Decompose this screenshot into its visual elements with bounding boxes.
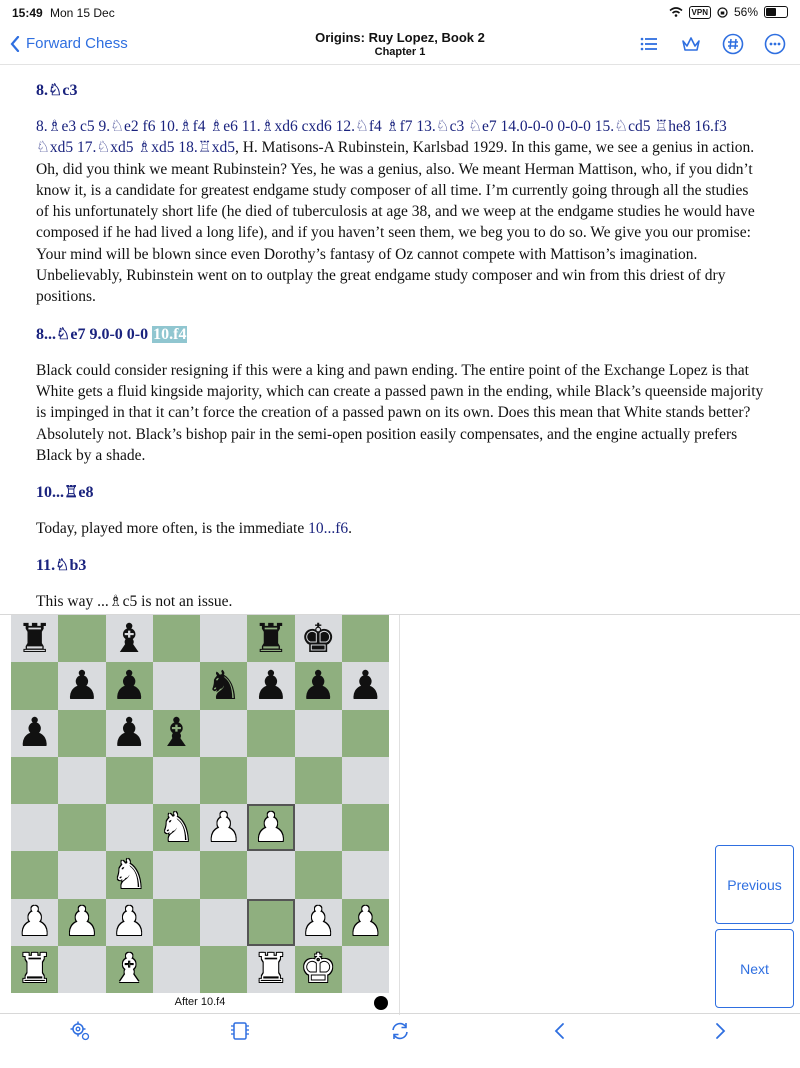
- square-g1[interactable]: [295, 946, 342, 993]
- square-a6[interactable]: [11, 710, 58, 757]
- white-pawn-icon[interactable]: ♟: [16, 900, 53, 945]
- previous-button[interactable]: Previous: [715, 845, 794, 924]
- square-d3[interactable]: [153, 851, 200, 898]
- more-icon[interactable]: [764, 33, 786, 55]
- square-b5[interactable]: [58, 757, 105, 804]
- wifi-icon: [669, 7, 683, 17]
- square-e3[interactable]: [200, 851, 247, 898]
- annotation-text: .: [348, 520, 353, 538]
- chess-board[interactable]: [11, 615, 389, 993]
- hash-icon[interactable]: [722, 33, 744, 55]
- black-pawn-icon[interactable]: ♟: [252, 663, 289, 708]
- square-a2[interactable]: [11, 899, 58, 946]
- square-c1[interactable]: [106, 946, 153, 993]
- square-h2[interactable]: [342, 899, 389, 946]
- square-f8[interactable]: [247, 615, 294, 662]
- back-icon[interactable]: [549, 1020, 571, 1042]
- white-pawn-icon[interactable]: ♟: [111, 900, 148, 945]
- square-h4[interactable]: [342, 804, 389, 851]
- black-pawn-icon[interactable]: ♟: [347, 663, 384, 708]
- square-f6[interactable]: [247, 710, 294, 757]
- move-heading-text[interactable]: 11.♘b3: [36, 557, 87, 575]
- white-knight-icon[interactable]: ♞: [158, 805, 195, 850]
- status-date: Mon 15 Dec: [50, 6, 115, 20]
- white-knight-icon[interactable]: ♞: [111, 852, 148, 897]
- white-pawn-icon[interactable]: ♟: [205, 805, 242, 850]
- book-title: Origins: Ruy Lopez, Book 2: [315, 30, 485, 45]
- square-g8[interactable]: [295, 615, 342, 662]
- square-c4[interactable]: [106, 804, 153, 851]
- square-e5[interactable]: [200, 757, 247, 804]
- list-icon[interactable]: [638, 33, 660, 55]
- square-c3[interactable]: [106, 851, 153, 898]
- square-e4[interactable]: [200, 804, 247, 851]
- square-g4[interactable]: [295, 804, 342, 851]
- back-label: Forward Chess: [26, 35, 128, 52]
- black-pawn-icon[interactable]: ♟: [63, 663, 100, 708]
- orientation-lock-icon: [717, 7, 728, 18]
- move-heading[interactable]: [36, 555, 764, 575]
- black-bishop-icon[interactable]: ♝: [158, 711, 195, 756]
- square-g2[interactable]: [295, 899, 342, 946]
- annotation-paragraph: [36, 116, 764, 308]
- status-bar: [0, 0, 800, 26]
- annotation-paragraph: This way ...♗c5 is not an issue.: [36, 593, 233, 611]
- square-d7[interactable]: [153, 662, 200, 709]
- status-time: 15:49: [12, 6, 43, 20]
- move-heading[interactable]: [36, 80, 764, 100]
- square-b4[interactable]: [58, 804, 105, 851]
- square-f3[interactable]: [247, 851, 294, 898]
- square-b1[interactable]: [58, 946, 105, 993]
- square-h5[interactable]: [342, 757, 389, 804]
- crown-icon[interactable]: [680, 33, 702, 55]
- square-f1[interactable]: [247, 946, 294, 993]
- vpn-badge: VPN: [689, 6, 711, 19]
- square-g6[interactable]: [295, 710, 342, 757]
- move-heading-text[interactable]: 8...♘e7 9.0-0 0-0: [36, 325, 153, 343]
- square-e6[interactable]: [200, 710, 247, 757]
- annotation-text: , H. Matisons-A Rubinstein, Karlsbad 1929. In this game, we see a genius in action. Oh, did you think we meant Rubinstein? Yes, he was a genius, also. We meant Herman Mattison, who, if you didn’t know it, is a candidate for greatest endgame study composer of all time. I’m currently going through all the studies of his unfortunately short life (he died of tuberculosis at age 38, and we weep at the endgame studies he would have composed if he had lived a long life), and if you haven’t seen them, we beg you to do so. We give you our promise: Your mind will be blown since even Dorothy’s fantasy of Oz cannot compete with Mattison’s imagination. Unbelievably, Rubinstein went on to outplay the great endgame study composer and win from this driest of dry positions.: [36, 139, 755, 306]
- square-c6[interactable]: [106, 710, 153, 757]
- square-d2[interactable]: [153, 899, 200, 946]
- square-a1[interactable]: [11, 946, 58, 993]
- square-e1[interactable]: [200, 946, 247, 993]
- bottom-toolbar: [0, 1013, 800, 1068]
- square-d1[interactable]: [153, 946, 200, 993]
- square-b6[interactable]: [58, 710, 105, 757]
- black-pawn-icon[interactable]: ♟: [16, 711, 53, 756]
- square-h8[interactable]: [342, 615, 389, 662]
- white-pawn-icon[interactable]: ♟: [63, 900, 100, 945]
- white-rook-icon[interactable]: ♜: [16, 947, 53, 992]
- square-b7[interactable]: [58, 662, 105, 709]
- square-e8[interactable]: [200, 615, 247, 662]
- annotation-paragraph: [36, 518, 764, 539]
- black-king-icon[interactable]: ♚: [300, 616, 337, 661]
- square-a7[interactable]: [11, 662, 58, 709]
- forward-icon[interactable]: [709, 1020, 731, 1042]
- flip-board-icon[interactable]: [389, 1020, 411, 1042]
- square-g5[interactable]: [295, 757, 342, 804]
- board-panel: [0, 614, 800, 1015]
- move-heading[interactable]: [36, 482, 764, 502]
- black-knight-icon[interactable]: ♞: [205, 663, 242, 708]
- square-h7[interactable]: [342, 662, 389, 709]
- black-rook-icon[interactable]: ♜: [252, 616, 289, 661]
- square-d5[interactable]: [153, 757, 200, 804]
- square-e7[interactable]: [200, 662, 247, 709]
- square-h6[interactable]: [342, 710, 389, 757]
- square-g7[interactable]: [295, 662, 342, 709]
- move-heading[interactable]: [36, 324, 764, 344]
- square-b3[interactable]: [58, 851, 105, 898]
- side-to-move-indicator: [374, 996, 388, 1010]
- battery-icon: [764, 6, 788, 18]
- black-pawn-icon[interactable]: ♟: [111, 711, 148, 756]
- black-bishop-icon[interactable]: ♝: [111, 616, 148, 661]
- nav-actions: [638, 33, 786, 55]
- panel-divider: [399, 615, 400, 1015]
- settings-icon[interactable]: [69, 1020, 91, 1042]
- current-move-highlight[interactable]: 10.f4: [153, 325, 187, 343]
- navigation-bar: [0, 26, 800, 65]
- square-b8[interactable]: [58, 615, 105, 662]
- square-d6[interactable]: [153, 710, 200, 757]
- white-pawn-icon[interactable]: ♟: [252, 805, 289, 850]
- square-h3[interactable]: [342, 851, 389, 898]
- square-b2[interactable]: [58, 899, 105, 946]
- move-heading-text[interactable]: 10...♖e8: [36, 484, 94, 502]
- square-f2[interactable]: [247, 899, 294, 946]
- white-pawn-icon[interactable]: ♟: [300, 900, 337, 945]
- move-heading-text[interactable]: 8.♘c3: [36, 82, 78, 99]
- engine-icon[interactable]: [229, 1020, 251, 1042]
- square-a8[interactable]: [11, 615, 58, 662]
- white-rook-icon[interactable]: ♜: [252, 947, 289, 992]
- square-f7[interactable]: [247, 662, 294, 709]
- annotation-paragraph: Black could consider resigning if this were a king and pawn ending. The entire point of the Exchange Lopez is that White gets a fluid kingside majority, which can create a passed pawn in the ending, while Black’s queenside majority is impinged in that it can’t force the creation of a passed pawn on its own. Does this mean that White stands better? Absolutely not. Black’s bishop pair in the semi-open position easily compensates, and the engine actually prefers Black by a shade.: [36, 361, 764, 464]
- annotation-text: Today, played more often, is the immediate: [36, 520, 309, 538]
- variation-link[interactable]: 10...f6: [308, 520, 349, 538]
- square-d4[interactable]: [153, 804, 200, 851]
- white-pawn-icon[interactable]: ♟: [347, 900, 384, 945]
- square-f5[interactable]: [247, 757, 294, 804]
- black-pawn-icon[interactable]: ♟: [111, 663, 148, 708]
- square-f4[interactable]: [247, 804, 294, 851]
- chapter-title: Chapter 1: [374, 46, 426, 58]
- square-g3[interactable]: [295, 851, 342, 898]
- white-king-icon[interactable]: ♚: [300, 947, 337, 992]
- square-e2[interactable]: [200, 899, 247, 946]
- status-right: [669, 5, 788, 19]
- square-c5[interactable]: [106, 757, 153, 804]
- square-a5[interactable]: [11, 757, 58, 804]
- board-caption: After 10.f4: [174, 996, 226, 1008]
- square-h1[interactable]: [342, 946, 389, 993]
- square-c8[interactable]: [106, 615, 153, 662]
- battery-percent: 56%: [733, 5, 758, 19]
- white-bishop-icon[interactable]: ♝: [111, 947, 148, 992]
- square-d8[interactable]: [153, 615, 200, 662]
- book-content[interactable]: [0, 64, 800, 614]
- square-c7[interactable]: [106, 662, 153, 709]
- variation-moves[interactable]: 8.♗e3 c5 9.♘e2 f6 10.♗f4 ♗e6 11.♗xd6 cxd6 12.♘f4 ♗f7 13.♘c3 ♘e7 14.0-0-0 0-0-0 15.♘cd5 ♖he8 16.f3 ♘xd5 17.♘xd5 ♗xd5 18.♖xd5: [36, 118, 727, 157]
- black-pawn-icon[interactable]: ♟: [300, 663, 337, 708]
- next-button[interactable]: Next: [715, 929, 794, 1008]
- square-a4[interactable]: [11, 804, 58, 851]
- black-rook-icon[interactable]: ♜: [16, 616, 53, 661]
- square-c2[interactable]: [106, 899, 153, 946]
- square-a3[interactable]: [11, 851, 58, 898]
